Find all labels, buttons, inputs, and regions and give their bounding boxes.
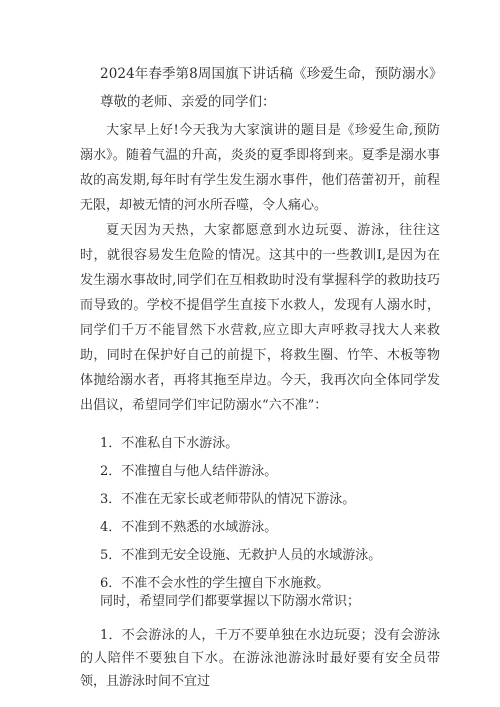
rule-item: 5．不准到无安全设施、无救护人员的水域游泳。: [100, 548, 382, 563]
six-rules-list: [100, 430, 381, 598]
paragraph-knowledge-item-1: 1．不会游泳的人，千万不要单独在水边玩耍；没有会游泳的人陪伴不要独自下水。在游泳池游泳时最好要有安全员带领，且游泳时间不宜过: [80, 628, 440, 689]
paragraph-common-knowledge-intro: 同时，希望同学们都要掌握以下防溺水常识；: [100, 594, 361, 609]
paragraph-greeting: 大家早上好!今天我为大家演讲的题目是《珍爱生命,预防溺水》。随着气温的升高，炎炎的夏季即将到来。夏季是溺水事故的高发期,每年时有学生发生溺水事件，他们蓓蕾初开，前程无限，却被无情的河水所吞噬，令人痛心。: [80, 123, 440, 213]
rule-item: 6．不准不会水性的学生擅自下水施救。: [100, 576, 330, 591]
rule-item: 4．不准到不熟悉的水域游泳。: [100, 520, 278, 535]
rule-item: 3．不准在无家长或老师带队的情况下游泳。: [100, 492, 356, 507]
salutation: 尊敬的老师、亲爱的同学们：: [100, 94, 276, 110]
document-title: 2024年春季第8周国旗下讲话稿《珍爱生命，预防溺水》: [100, 66, 443, 82]
paragraph-summer-safety: 夏天因为天热，大家都愿意到水边玩耍、游泳，往往这时，就很容易发生危险的情况。这其中的一些教训I,是因为在发生溺水事故时,同学们在互相救助时没有掌握科学的救助技巧而导致的。学校不提倡学生直接下水救人，发现有人溺水时，同学们千万不能冒然下水营救,应立即大声呼救寻找大人来救助，同时在保护好自己的前提下，将救生圈、竹竿、木板等物体抛给溺水者，再将其拖至岸边。今天，我再次向全体同学发出倡议，希望同学们牢记防溺水“六不准”：: [80, 223, 440, 413]
rule-item: 2．不准擅自与他人结伴游泳。: [100, 464, 278, 479]
rule-item: 1．不准私自下水游泳。: [100, 436, 239, 451]
